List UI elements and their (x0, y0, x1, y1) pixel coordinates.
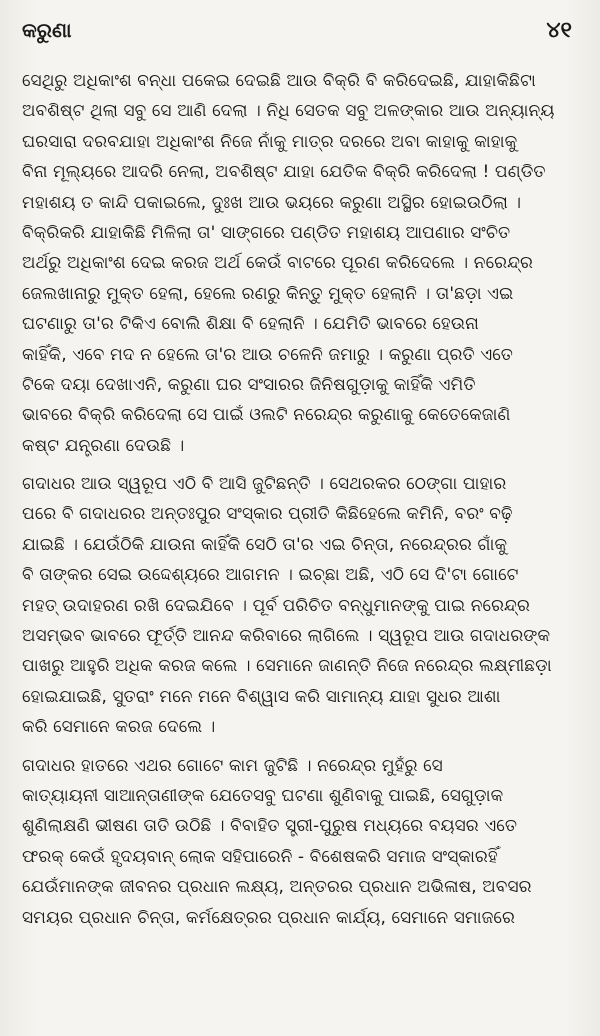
text-line: ଜେଲଖାନାରୁ ମୁକ୍ତ ହେଲା, ହେଲେ ରଣରୁ କିନ୍ତୁ ମୁକ୍ତ ହେଲାନି । ତା'ଛଡ଼ା ଏଇ (22, 283, 514, 304)
page-body (22, 66, 578, 933)
text-line: ଯେଉଁମାନଙ୍କ ଜୀବନର ପ୍ରଧାନ ଲକ୍ଷ୍ୟ, ଅନ୍ତରର ପ୍ରଧାନ ଅଭିଳାଷ, ଅବସର (22, 877, 532, 898)
text-line: କାତ୍ୟାୟନୀ ସାଆନ୍ତାଣୀଙ୍କ ଯେତେସବୁ ଘଟଣା ଶୁଣିବାକୁ ପାଇଛି, ସେଗୁଡ଼ାକ (22, 785, 504, 806)
text-line: ବିନା ମୂଲ୍ୟରେ ଆଦରି ନେଲା, ଅବଶିଷ୍ଟ ଯାହା ଯେତିକ ବିକ୍ରି କରିଦେଲା ! ପଣ୍ଡିତ (22, 162, 546, 183)
page-header (22, 18, 578, 64)
text-line: ଟିକେ ଦୟା ଦେଖାଏନି, କରୁଣା ଘର ସଂସାରର ଜିନିଷଗୁଡ଼ାକୁ କାହିଁକି ଏମିତି (22, 374, 476, 395)
paragraph (22, 469, 578, 743)
text-line: ଭାବରେ ବିକ୍ରି କରିଦେଲା ସେ ପାଇଁ ଓଲଟି ନରେନ୍ଦ୍ର କରୁଣାକୁ କେତେକେଜାଣି (22, 405, 511, 426)
text-line: କରି ସେମାନେ କରଜ ଦେଲେ । (22, 717, 216, 738)
text-line: ଶୁଣିଲାକ୍ଷଣି ଭୀଷଣ ତାତି ଉଠିଛି । ବିବାହିତ ସ୍ତ୍ରୀ-ପୁରୁଷ ମଧ୍ୟରେ ବୟସର ଏତେ (22, 816, 518, 837)
text-line: କଷ୍ଟ ଯନ୍ତ୍ରଣା ଦେଉଛି । (22, 435, 185, 456)
text-line: ଘଟଣାରୁ ତା'ର ଟିକିଏ ବୋଲି ଶିକ୍ଷା ବି ହେଲାନି । ଯେମିତି ଭାବରେ ହେଉନା (22, 314, 479, 335)
text-line: ଅବଶିଷ୍ଟ ଥିଲା ସବୁ ସେ ଆଣି ଦେଲା । ନିଧି ସେତକ ସବୁ ଅଳଙ୍କାର ଆଉ ଅନ୍ୟାନ୍ୟ (22, 101, 555, 122)
text-line: ବି ତାଙ୍କର ସେଇ ଉଦ୍ଦେଶ୍ୟରେ ଆଗମନ । ଇଚ୍ଛା ଅଛି, ଏଠି ସେ ଦି'ଟା ଗୋଟେ (22, 565, 519, 586)
text-line: ଗଦାଧର ହାତରେ ଏଥର ଗୋଟେ କାମ ଜୁଟିଛି । ନରେନ୍ଦ୍ର ମୁହଁରୁ ସେ (22, 755, 443, 776)
text-line: ଫରକ୍ କେଉଁ ହୃଦୟବାନ୍ ଲୋକ ସହିପାରେନି - ବିଶେଷକରି ସମାଜ ସଂସ୍କାରହିଁ (22, 846, 498, 867)
paragraph (22, 66, 578, 461)
text-line: ସେଥିରୁ ଅଧିକାଂଶ ବନ୍ଧା ପକେଇ ଦେଇଛି ଆଉ ବିକ୍ରି ବି କରିଦେଇଛି, ଯାହାକିଛିଟା (22, 71, 536, 91)
text-line: ମହାଶୟ ତ କାନ୍ଦି ପକାଇଲେ, ଦୁଃଖ ଆଉ ଭୟରେ କରୁଣା ଅସ୍ଥିର ହୋଇଉଠିଲା । (22, 192, 522, 213)
text-line: ପାଖରୁ ଆହୁରି ଅଧିକ କରଜ କଲେ । ସେମାନେ ଜାଣନ୍ତି ନିଜେ ନରେନ୍ଦ୍ର ଲକ୍ଷ୍ମୀଛଡ଼ା (22, 656, 552, 677)
text-line: ଯାଇଛି । ଯେଉଁଠିକି ଯାଉନା କାହିଁକି ସେଠି ତା'ର ଏଇ ଚିନ୍ତା, ନରେନ୍ଦ୍ରର ଗାଁକୁ (22, 534, 508, 555)
running-head: କରୁଣା (22, 18, 72, 42)
text-line: ଗଦାଧର ଆଉ ସ୍ୱରୂପ ଏଠି ବି ଆସି ଜୁଟିଛନ୍ତି । ସେଥରକର ଠେଙ୍ଗା ପାହାର (22, 474, 507, 495)
text-line: ସମୟର ପ୍ରଧାନ ଚିନ୍ତା, କର୍ମକ୍ଷେତ୍ରର ପ୍ରଧାନ କାର୍ଯ୍ୟ, ସେମାନେ ସମାଜରେ (22, 907, 515, 928)
text-line: କାହିଁକି, ଏବେ ମଦ ନ ହେଲେ ତା'ର ଆଉ ଚଳେନି ଜମାରୁ । କରୁଣା ପ୍ରତି ଏତେ (22, 344, 514, 365)
text-line: ହୋଇଯାଇଛି, ସୁତରାଂ ମନେ ମନେ ବିଶ୍ୱାସ କରି ସାମାନ୍ୟ ଯାହା ସୁଧର ଆଶା (22, 686, 501, 707)
text-line: ପରେ ବି ଗଦାଧରର ଅନ୍ତଃପୁର ସଂସ୍କାର ପ୍ରୀତି କିଛିହେଲେ କମିନି, ବରଂ ବଢ଼ି (22, 504, 513, 525)
text-line: ଅସମ୍ଭବ ଭାବରେ ଫୂର୍ତ୍ତି ଆନନ୍ଦ କରିବାରେ ଲାଗିଲେ । ସ୍ୱରୂପ ଆଉ ଗଦାଧରଙ୍କ (22, 626, 551, 647)
page-number: ୪୧ (546, 18, 572, 43)
text-line: ମହତ୍ ଉଦାହରଣ ରଖି ଦେଇଯିବେ । ପୂର୍ବ ପରିଚିତ ବନ୍ଧୁମାନଙ୍କୁ ପାଇ ନରେନ୍ଦ୍ର (22, 595, 530, 616)
paragraph (22, 751, 578, 933)
text-line: ବିକ୍ରିକରି ଯାହାକିଛି ମିଳିଲା ତା' ସାଙ୍ଗରେ ପଣ୍ଡିତ ମହାଶୟ ଆପଣାର ସଂଚିତ (22, 222, 511, 243)
text-line: ଘରସାରା ଦରବଯାହା ଅଧିକାଂଶ ନିଜେ ନାଁକୁ ମାତ୍ର ଦରରେ ଅବା କାହାକୁ କାହାକୁ (22, 131, 518, 152)
text-line: ଅର୍ଥରୁ ଅଧିକାଂଶ ଦେଇ କରଜ ଅର୍ଥ କେଉଁ ବାଟରେ ପୂରଣ କରିଦେଲେ । ନରେନ୍ଦ୍ର (22, 253, 533, 274)
